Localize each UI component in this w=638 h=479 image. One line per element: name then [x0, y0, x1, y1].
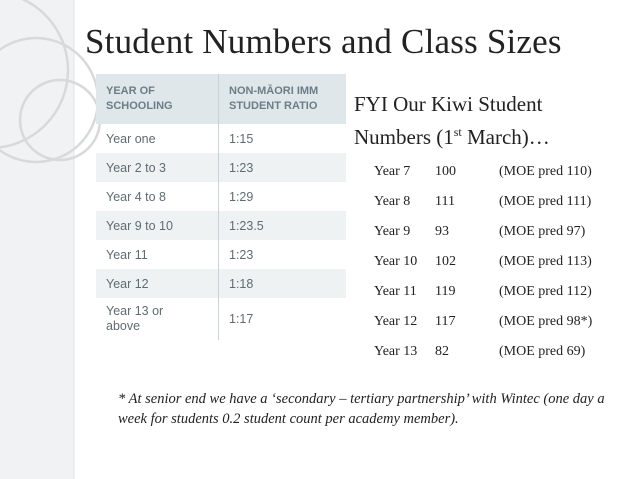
list-item [374, 162, 592, 192]
table-row [96, 153, 346, 182]
list-item [374, 312, 592, 342]
table-header-row [96, 74, 346, 124]
count-year: Year 7 [374, 164, 411, 179]
moe-prediction: (MOE pred 111) [499, 194, 592, 209]
table-row [96, 240, 346, 269]
ratio-cell: 1:18 [219, 269, 347, 298]
fyi-heading [354, 90, 550, 151]
list-item [374, 282, 592, 312]
column-header-year-of-schooling: YEAR OF SCHOOLING [96, 74, 219, 124]
count-year: Year 12 [374, 314, 418, 329]
list-item [374, 222, 592, 252]
fyi-line-2-end: March)… [461, 125, 550, 149]
year-cell: Year 13 or above [96, 298, 219, 340]
moe-prediction: (MOE pred 97) [499, 224, 586, 239]
count-value: 119 [435, 284, 456, 299]
table-row [96, 298, 346, 340]
student-count-list [374, 162, 592, 372]
table-row [96, 211, 346, 240]
ratio-cell: 1:23.5 [219, 211, 347, 240]
count-value: 100 [435, 164, 456, 179]
count-year: Year 13 [374, 344, 418, 359]
count-value: 93 [435, 224, 449, 239]
fyi-superscript: st [453, 125, 462, 139]
class-size-ratio-table [96, 74, 346, 340]
footnote: * At senior end we have a ‘secondary – tertiary partnership’ with Wintec (one day a week for students 0.2 student count per academy member). [118, 391, 605, 427]
ratio-cell: 1:23 [219, 153, 347, 182]
year-cell: Year 11 [96, 240, 219, 269]
moe-prediction: (MOE pred 110) [499, 164, 592, 179]
list-item [374, 342, 592, 372]
table-row [96, 269, 346, 298]
year-cell: Year one [96, 124, 219, 153]
count-value: 102 [435, 254, 456, 269]
count-year: Year 8 [374, 194, 411, 209]
year-cell: Year 9 to 10 [96, 211, 219, 240]
fyi-line-2-start: Numbers (1 [354, 125, 454, 149]
moe-prediction: (MOE pred 69) [499, 344, 586, 359]
column-header-student-ratio: NON-MĀORI IMM STUDENT RATIO [219, 74, 347, 124]
count-year: Year 9 [374, 224, 411, 239]
count-value: 82 [435, 344, 449, 359]
year-cell: Year 4 to 8 [96, 182, 219, 211]
count-year: Year 11 [374, 284, 417, 299]
ratio-cell: 1:17 [229, 311, 254, 326]
ratio-cell: 1:15 [229, 131, 254, 146]
moe-prediction: (MOE pred 98*) [499, 314, 593, 329]
ratio-cell: 1:29 [229, 189, 254, 204]
count-value: 117 [435, 314, 456, 329]
list-item [374, 192, 592, 222]
slide-title: Student Numbers and Class Sizes [85, 22, 562, 61]
list-item [374, 252, 592, 282]
moe-prediction: (MOE pred 113) [499, 254, 592, 269]
count-year: Year 10 [374, 254, 418, 269]
moe-prediction: (MOE pred 112) [499, 284, 592, 299]
table-row [96, 124, 346, 153]
year-cell: Year 12 [96, 269, 219, 298]
year-cell: Year 2 to 3 [96, 153, 219, 182]
fyi-line-2 [354, 118, 550, 151]
count-value: 111 [435, 194, 455, 209]
table-row [96, 182, 346, 211]
ratio-cell: 1:23 [229, 247, 254, 262]
fyi-line-1: FYI Our Kiwi Student [354, 92, 543, 116]
